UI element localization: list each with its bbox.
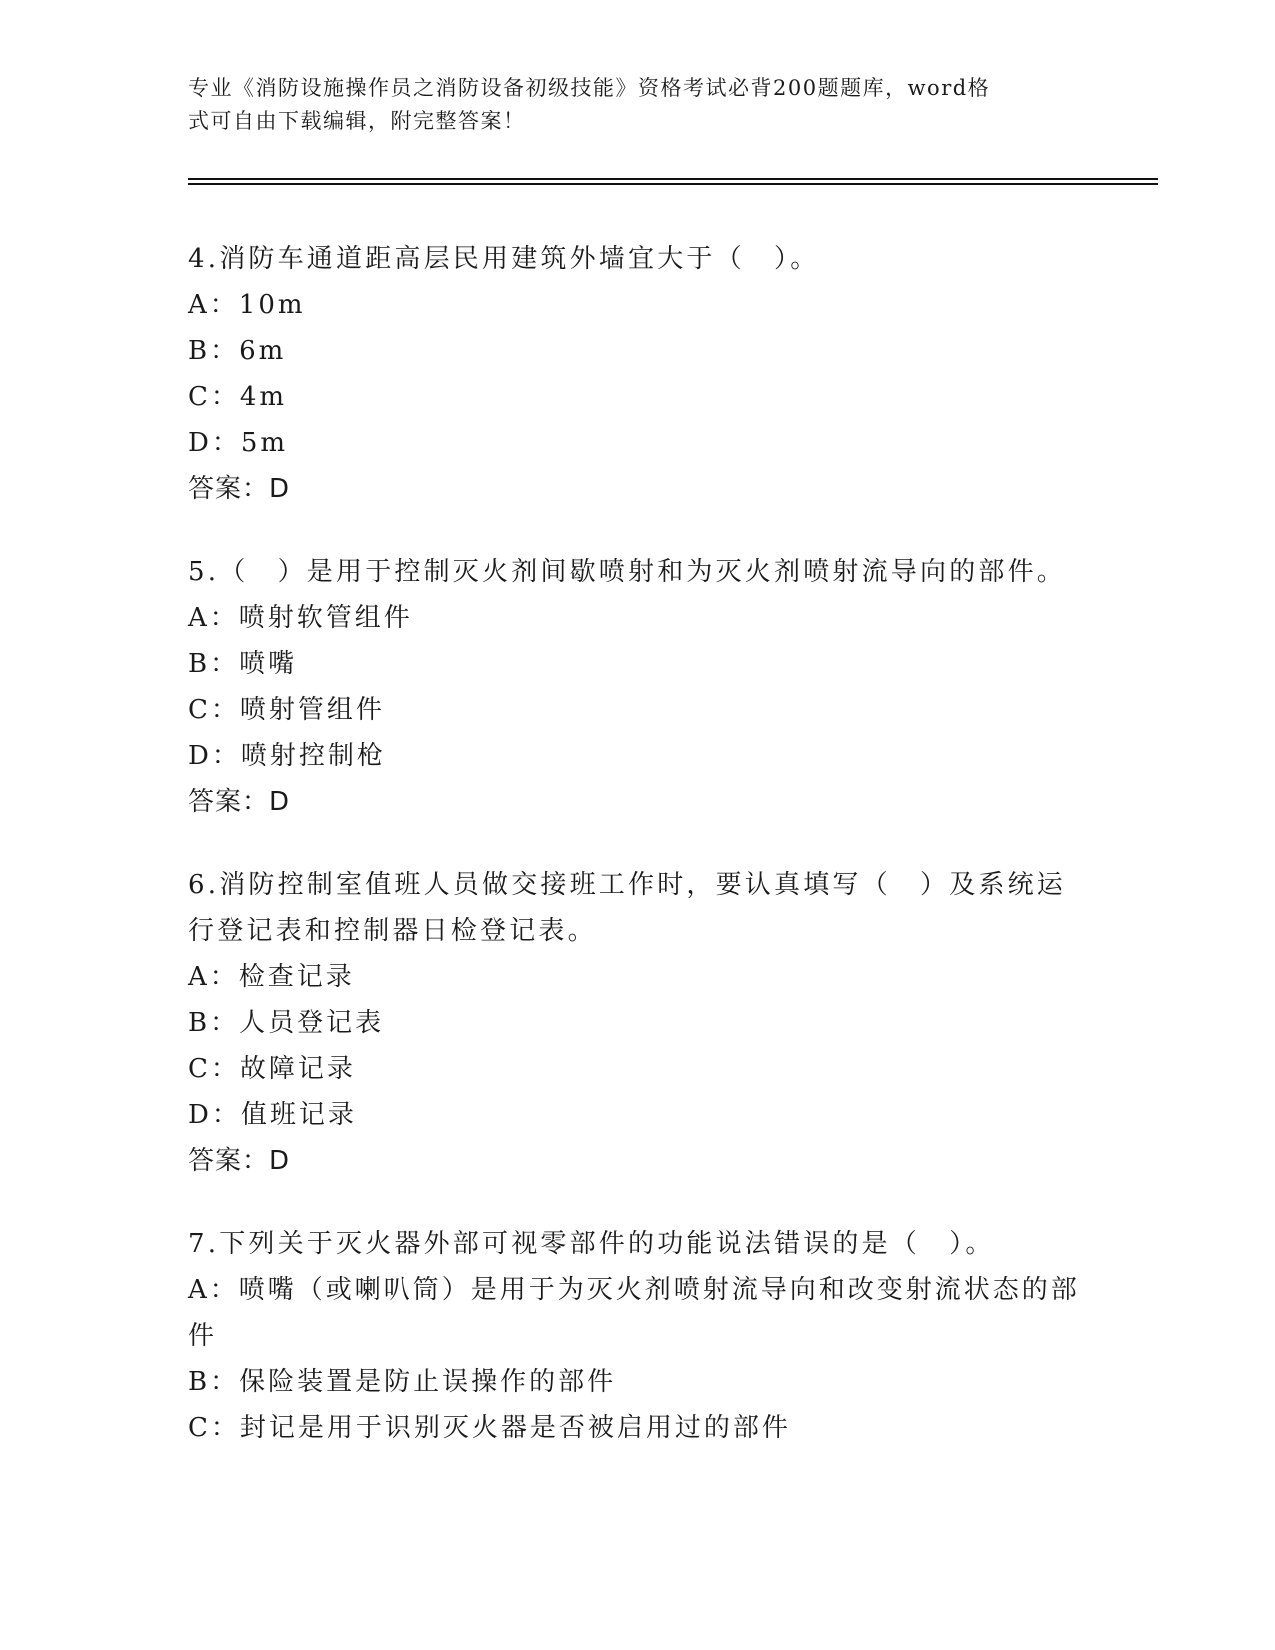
question-block bbox=[188, 1221, 1088, 1451]
question-list bbox=[188, 236, 1088, 1488]
correct-answer: 答案：D bbox=[188, 474, 291, 504]
answer-option: C：4m bbox=[188, 382, 288, 412]
header-line-1: 专业《消防设施操作员之消防设备初级技能》资格考试必背200题题库，word格 bbox=[188, 76, 991, 100]
answer-option: D：值班记录 bbox=[188, 1100, 357, 1130]
answer-option: D：5m bbox=[188, 428, 289, 458]
question-stem: 4.消防车通道距高层民用建筑外墙宜大于（ ）。 bbox=[188, 244, 820, 274]
header-divider-bottom bbox=[188, 183, 1158, 185]
document-header bbox=[188, 72, 1068, 138]
question-stem: 行登记表和控制器日检登记表。 bbox=[188, 916, 597, 946]
answer-option: A：10m bbox=[188, 290, 306, 320]
answer-option: A：喷嘴（或喇叭筒）是用于为灭火剂喷射流导向和改变射流状态的部 bbox=[188, 1275, 1080, 1305]
answer-option: A：检查记录 bbox=[188, 962, 355, 992]
question-block bbox=[188, 549, 1088, 825]
answer-option: B：喷嘴 bbox=[188, 649, 298, 679]
header-line-2: 式可自由下载编辑，附完整答案！ bbox=[188, 109, 526, 133]
answer-option: 件 bbox=[188, 1321, 218, 1351]
answer-option: B：保险装置是防止误操作的部件 bbox=[188, 1367, 617, 1397]
question-stem: 7.下列关于灭火器外部可视零部件的功能说法错误的是（ ）。 bbox=[188, 1229, 995, 1259]
answer-option: C：故障记录 bbox=[188, 1054, 356, 1084]
question-block bbox=[188, 862, 1088, 1184]
answer-option: B：人员登记表 bbox=[188, 1008, 385, 1038]
question-stem: 5.（ ）是用于控制灭火剂间歇喷射和为灭火剂喷射流导向的部件。 bbox=[188, 557, 1067, 587]
answer-option: C：喷射管组件 bbox=[188, 695, 385, 725]
correct-answer: 答案：D bbox=[188, 787, 291, 817]
question-block bbox=[188, 236, 1088, 512]
header-divider-top bbox=[188, 178, 1158, 180]
answer-option: A：喷射软管组件 bbox=[188, 603, 413, 633]
question-stem: 6.消防控制室值班人员做交接班工作时，要认真填写（ ）及系统运 bbox=[188, 870, 1067, 900]
answer-option: D：喷射控制枪 bbox=[188, 741, 386, 771]
answer-option: B：6m bbox=[188, 336, 287, 366]
correct-answer: 答案：D bbox=[188, 1146, 291, 1176]
answer-option: C：封记是用于识别灭火器是否被启用过的部件 bbox=[188, 1413, 791, 1443]
